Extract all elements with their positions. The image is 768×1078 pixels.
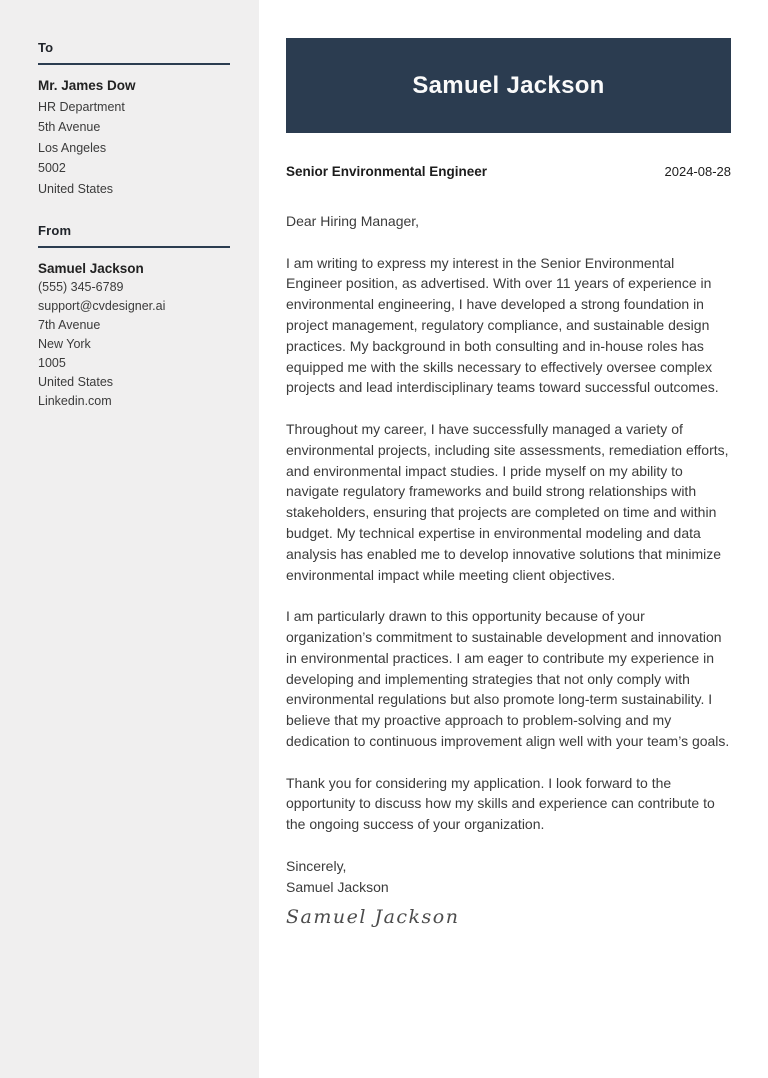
sender-detail-line: United States bbox=[38, 375, 114, 389]
recipient-details bbox=[38, 76, 230, 199]
name-banner bbox=[286, 38, 731, 133]
sender-detail-line: 1005 bbox=[38, 356, 66, 370]
letter-paragraph: Thank you for considering my application. I look forward to the opportunity to discuss how my skills and experience can contribute to the ongoing success of your organization. bbox=[286, 774, 715, 833]
signature-script: Samuel Jackson bbox=[286, 906, 460, 929]
sender-detail-line: support@cvdesigner.ai bbox=[38, 299, 166, 313]
recipient-detail-line: Mr. James Dow bbox=[38, 78, 136, 93]
recipient-detail-line: Los Angeles bbox=[38, 140, 107, 155]
job-meta-row bbox=[286, 164, 731, 179]
letter-main bbox=[259, 0, 768, 928]
recipient-detail-line: HR Department bbox=[38, 99, 125, 114]
candidate-name: Samuel Jackson bbox=[412, 71, 605, 99]
from-heading: From bbox=[38, 223, 230, 248]
salutation: Dear Hiring Manager, bbox=[286, 213, 420, 229]
recipient-detail-line: United States bbox=[38, 181, 114, 196]
closing-block bbox=[286, 856, 731, 898]
sender-detail-line: 7th Avenue bbox=[38, 318, 101, 332]
recipient-detail-line: 5th Avenue bbox=[38, 120, 101, 134]
sender-details bbox=[38, 259, 230, 411]
letter-date: 2024-08-28 bbox=[664, 164, 731, 179]
letter-paragraph: I am writing to express my interest in the Senior Environmental Engineer position, as advertised. With over 11 years of experience in environmental engineering, I have developed a strong foundation in project management, regulatory compliance, and sustainable design practices. My background in both consulting and in-house roles has equipped me with the skills necessary to effectively oversee complex projects and lead interdisciplinary teams toward successful outcomes. bbox=[286, 254, 719, 396]
letter-paragraph: Throughout my career, I have successfully managed a variety of environmental projects, including site assessments, remediation efforts, and environmental impact studies. I pride myself on my ability to navigate regulatory frameworks and build strong relationships with stakeholders, ensuring that projects are completed on time and within budget. My technical expertise in environmental modeling and data analysis has enabled me to develop innovative solutions that minimize environmental impact while meeting client objectives. bbox=[286, 420, 729, 583]
closing-name: Samuel Jackson bbox=[286, 878, 389, 895]
closing-word: Sincerely, bbox=[286, 857, 347, 874]
sender-detail-line: (555) 345-6789 bbox=[38, 280, 124, 294]
letter-paragraphs bbox=[286, 253, 731, 835]
sender-section bbox=[38, 223, 230, 411]
contact-sidebar bbox=[0, 0, 259, 1078]
sender-detail-line: Linkedin.com bbox=[38, 394, 112, 408]
job-title: Senior Environmental Engineer bbox=[286, 164, 488, 179]
letter-paragraph: I am particularly drawn to this opportunity because of your organization’s commitment to sustainable development and innovation in environmental practices. I am eager to contribute my experience in developing and implementing strategies that not only comply with environmental regulations but also promote long-term sustainability. I believe that my proactive approach to problem-solving and my dedication to continuous improvement align well with your team’s goals. bbox=[286, 608, 730, 749]
recipient-section bbox=[38, 40, 230, 199]
recipient-detail-line: 5002 bbox=[38, 161, 66, 175]
to-heading: To bbox=[38, 40, 230, 65]
sender-detail-line: Samuel Jackson bbox=[38, 261, 144, 276]
sender-detail-line: New York bbox=[38, 337, 91, 351]
